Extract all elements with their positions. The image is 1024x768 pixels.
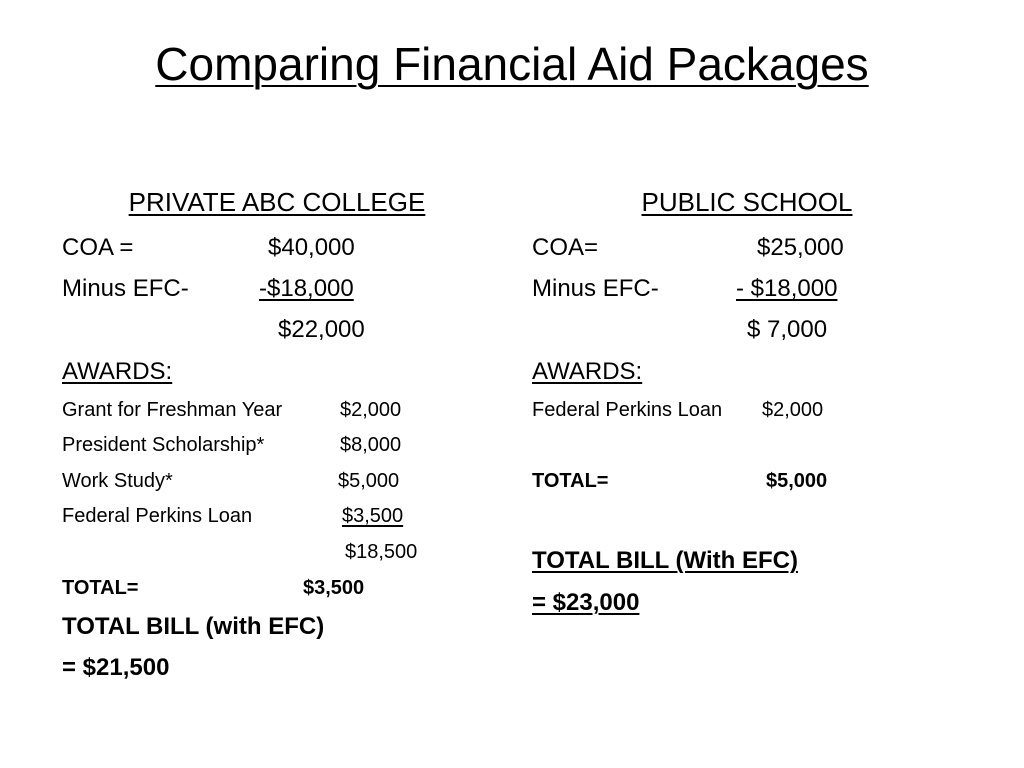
private-awards-label: AWARDS: (62, 358, 173, 385)
private-bill-value: = $21,500 (62, 654, 170, 681)
slide-title (0, 36, 1024, 92)
private-coa-label: COA = (62, 234, 134, 261)
public-school-heading: PUBLIC SCHOOL (641, 187, 853, 217)
private-coa-value: $40,000 (268, 234, 355, 261)
public-coa-value: $25,000 (757, 234, 844, 261)
public-efc-label: Minus EFC- (532, 275, 659, 302)
public-efc-value: - $18,000 (736, 275, 838, 302)
public-coa-label: COA= (532, 234, 599, 261)
public-total-label: TOTAL= (532, 470, 609, 492)
private-bill-label: TOTAL BILL (with EFC) (62, 613, 325, 640)
private-awards-sum: $18,500 (345, 541, 418, 563)
private-award-amount: $5,000 (338, 470, 400, 492)
private-award-amount: $8,000 (340, 434, 402, 456)
public-award-amount: $2,000 (762, 399, 824, 421)
public-need-value: $ 7,000 (747, 316, 828, 343)
private-need-value: $22,000 (278, 316, 365, 343)
private-efc-value: -$18,000 (259, 275, 354, 302)
private-total-label: TOTAL= (62, 577, 139, 599)
private-award-name: Grant for Freshman Year (62, 399, 283, 421)
private-college-heading: PRIVATE ABC COLLEGE (128, 187, 426, 217)
private-award-amount: $2,000 (340, 399, 402, 421)
private-award-amount: $3,500 (342, 505, 404, 527)
public-bill-value: = $23,000 (532, 589, 640, 616)
private-award-name: Work Study* (62, 470, 173, 492)
public-awards-label: AWARDS: (532, 358, 643, 385)
private-total-value: $3,500 (303, 577, 365, 599)
public-bill-label: TOTAL BILL (With EFC) (532, 547, 798, 574)
private-efc-label: Minus EFC- (62, 275, 189, 302)
public-total-value: $5,000 (766, 470, 828, 492)
public-award-name: Federal Perkins Loan (532, 399, 723, 421)
private-award-name: Federal Perkins Loan (62, 505, 253, 527)
private-award-name: President Scholarship* (62, 434, 265, 456)
slide-title-text: Comparing Financial Aid Packages (155, 38, 869, 90)
